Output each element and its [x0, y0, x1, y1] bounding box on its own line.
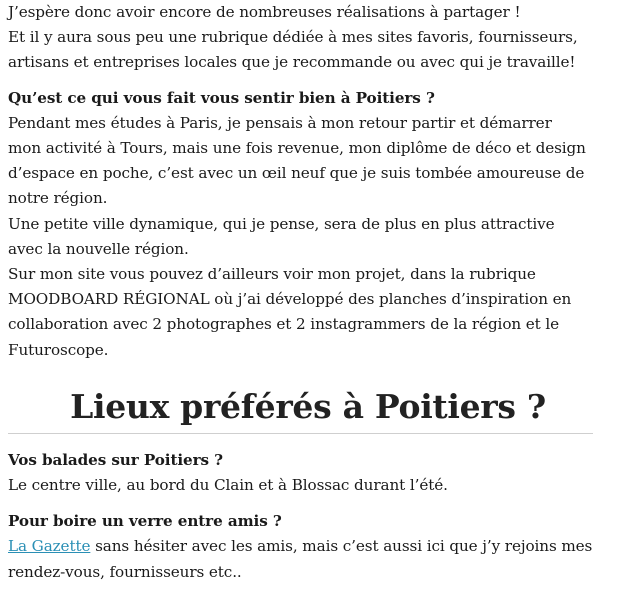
intro-line-1: J’espère donc avoir encore de nombreuses réalisations à partager ! — [8, 3, 521, 21]
question-heading: Vos balades sur Poitiers ? — [8, 450, 223, 469]
intro-line-3: artisans et entreprises locales que je recommande ou avec qui je travaille! — [8, 53, 576, 72]
question-feel-good — [8, 86, 608, 363]
section-heading-wrap — [8, 363, 608, 433]
answer-line: Sur mon site vous pouvez d’ailleurs voir mon projet, dans la rubrique — [8, 265, 536, 284]
question-walks — [8, 448, 608, 498]
answer-line: MOODBOARD RÉGIONAL où j’ai développé des planches d’inspiration en — [8, 290, 572, 309]
la-gazette-link[interactable]: La Gazette — [8, 537, 91, 556]
answer-line: rendez-vous, fournisseurs etc.. — [8, 562, 242, 581]
answer-line: avec la nouvelle région. — [8, 239, 189, 258]
section-divider — [8, 433, 593, 434]
intro-paragraph — [8, 0, 608, 76]
answer-line: Futuroscope. — [8, 340, 109, 359]
question-heading: Qu’est ce qui vous fait vous sentir bien à Poitiers ? — [8, 88, 435, 107]
answer-line: mon activité à Tours, mais une fois revenue, mon diplôme de déco et design — [8, 139, 586, 158]
intro-line-2: Et il y aura sous peu une rubrique dédiée à mes sites favoris, fournisseurs, — [8, 28, 578, 47]
answer-line: Une petite ville dynamique, qui je pense, sera de plus en plus attractive — [8, 214, 555, 233]
answer-line: Pendant mes études à Paris, je pensais à mon retour partir et démarrer — [8, 113, 552, 132]
answer-line — [8, 534, 608, 559]
answer-line: Le centre ville, au bord du Clain et à Blossac durant l’été. — [8, 476, 448, 495]
question-drinks — [8, 509, 608, 585]
answer-line: collaboration avec 2 photographes et 2 instagrammers de la région et le — [8, 315, 560, 334]
answer-text: sans hésiter avec les amis, mais c’est aussi ici que j’y rejoins mes — [90, 537, 593, 556]
question-heading: Pour boire un verre entre amis ? — [8, 512, 282, 531]
answer-line: d’espace en poche, c’est avec un œil neuf que je suis tombée amoureuse de — [8, 164, 585, 183]
section-heading: Lieux préférés à Poitiers ? — [70, 386, 546, 426]
article-content — [8, 0, 608, 585]
answer-line: notre région. — [8, 189, 108, 208]
